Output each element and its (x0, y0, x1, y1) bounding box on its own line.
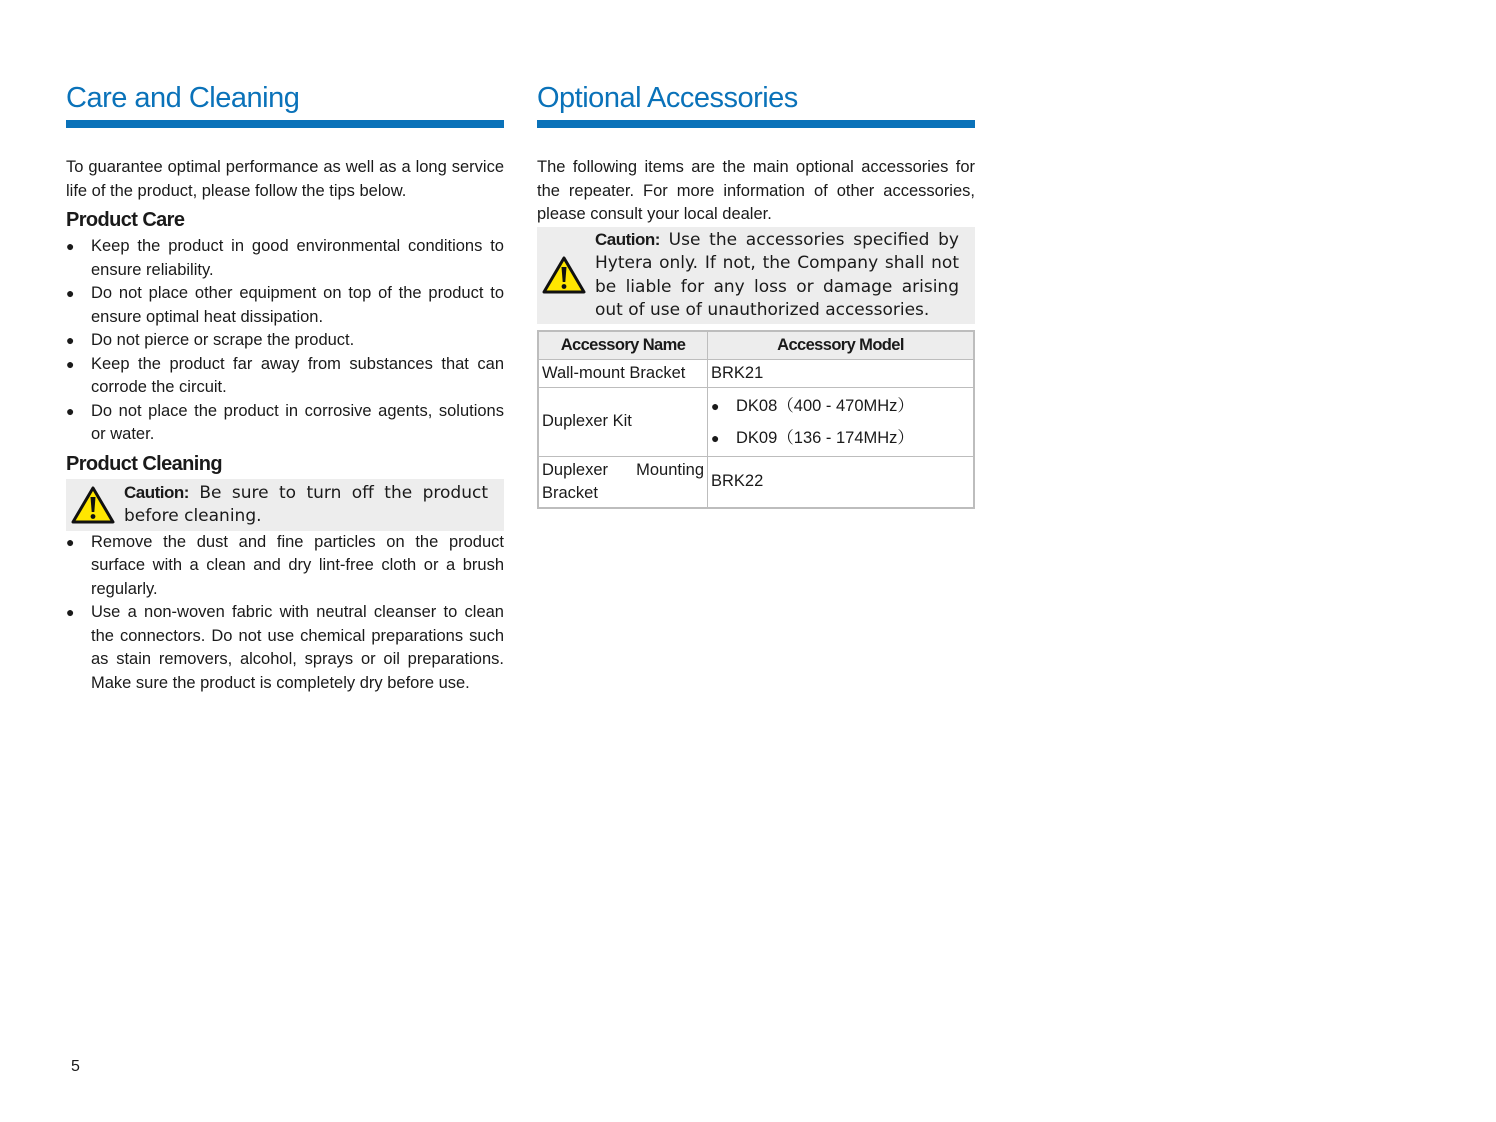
table-row (538, 456, 974, 508)
table-row (538, 387, 974, 456)
bullet-icon: ● (66, 238, 75, 254)
care-and-cleaning-title: Care and Cleaning (66, 80, 504, 128)
list-item: ● Keep the product far away from substances that can corrode the circuit. (66, 354, 504, 396)
accessory-model-cell: BRK21 (708, 359, 975, 387)
list-item: ● Remove the dust and fine particles on the product surface with a clean and dry lint-free cloth or a brush regularly. (66, 532, 504, 598)
caution-text: Be sure to turn off the product before cleaning. (124, 482, 488, 526)
warning-triangle-icon (70, 485, 116, 525)
list-item: ● Keep the product in good environmental conditions to ensure reliability. (66, 237, 504, 279)
accessories-intro: The following items are the main optional accessories for the repeater. For more information of other accessories, please consult your local dealer. (537, 158, 975, 223)
bullet-icon: ● (66, 285, 75, 301)
accessories-table (537, 330, 975, 509)
bullet-icon: ● (66, 604, 75, 620)
list-item: ● DK08（400 - 470MHz） (711, 390, 970, 422)
optional-accessories-section (537, 80, 975, 509)
caution-label: Caution: (124, 482, 189, 502)
bullet-icon: ● (66, 355, 75, 372)
bullet-icon: ● (66, 533, 75, 550)
accessory-model-cell (708, 387, 975, 456)
product-cleaning-heading: Product Cleaning (66, 452, 222, 475)
bullet-icon: ● (66, 332, 75, 348)
table-header-row (538, 331, 974, 360)
optional-accessories-title: Optional Accessories (537, 80, 975, 128)
header-accessory-name: Accessory Name (538, 331, 708, 360)
accessory-name-cell: Wall-mount Bracket (538, 359, 708, 387)
list-item: ● Do not pierce or scrape the product. (66, 329, 504, 353)
product-care-list (66, 235, 504, 447)
product-care-heading: Product Care (66, 209, 185, 231)
cleaning-caution-box (66, 479, 504, 531)
model-list (711, 390, 970, 454)
list-item: ● Use a non-woven fabric with neutral cleanser to clean the connectors. Do not use chemical preparations such as stain removers, alcohol, sprays or oil preparations. Make sure the product is completely dry before use. (66, 603, 504, 692)
list-item: ● Do not place the product in corrosive agents, solutions or water. (66, 401, 504, 443)
accessories-caution-box (537, 227, 975, 324)
care-intro: To guarantee optimal performance as well as a long service life of the product, please follow the tips below. (66, 158, 504, 200)
care-and-cleaning-section (66, 80, 504, 695)
page-number: 5 (71, 1058, 80, 1075)
accessory-name-cell: Duplexer Mounting Bracket (538, 456, 708, 508)
bullet-icon: ● (711, 429, 720, 446)
warning-triangle-icon (541, 255, 587, 295)
header-accessory-model: Accessory Model (708, 331, 975, 360)
caution-text: Use the accessories specified by Hytera only. If not, the Company shall not be liable for any loss or damage arising out of use of unauthorized accessories. (595, 229, 959, 320)
table-row (538, 359, 974, 387)
product-cleaning-list (66, 531, 504, 696)
list-item: ● DK09（136 - 174MHz） (711, 422, 970, 454)
accessory-model-cell: BRK22 (708, 456, 975, 508)
accessory-name-cell: Duplexer Kit (538, 387, 708, 456)
list-item: ● Do not place other equipment on top of the product to ensure optimal heat dissipation. (66, 284, 504, 326)
caution-label: Caution: (595, 229, 660, 249)
bullet-icon: ● (711, 397, 720, 414)
bullet-icon: ● (66, 402, 75, 419)
